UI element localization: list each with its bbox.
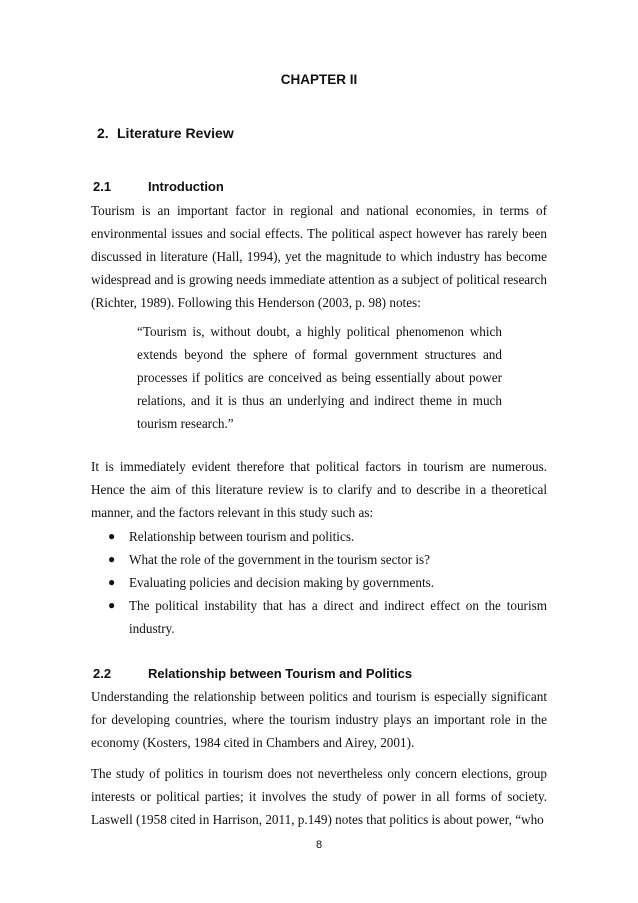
chapter-title: CHAPTER II (280, 72, 358, 87)
list-item (91, 525, 547, 548)
list-item-text: The political instability that has a direct and indirect effect on the tourism industry. (129, 598, 547, 636)
intro-paragraph-2: It is immediately evident therefore that political factors in tourism are numerous. Hence the aim of this literature review is to clarify and to describe in a theoretical manner, and the factors relevant in this study such as: (91, 459, 547, 520)
bullet-icon: ● (108, 552, 116, 566)
section-heading (97, 125, 234, 141)
intro-paragraph-1: Tourism is an important factor in regional and national economies, in terms of environmental issues and social effects. The political aspect however has rarely been discussed in literature (Hall, 1994), yet the magnitude to which industry has become widespread and is growing needs immediate attention as a subject of political research (Richter, 1989). Following this Henderson (2003, p. 98) notes: (91, 203, 547, 310)
bullet-icon: ● (108, 575, 116, 589)
page-number: 8 (315, 839, 323, 851)
bullet-icon: ● (108, 598, 116, 612)
subsection-number: 2.1 (93, 179, 112, 194)
bullet-icon: ● (108, 529, 116, 543)
factor-list (91, 525, 547, 640)
list-item (91, 594, 547, 640)
subsection-heading-tourism-politics (93, 666, 413, 681)
list-item (91, 571, 547, 594)
tourism-politics-paragraph-1: Understanding the relationship between politics and tourism is especially significant for developing countries, where the tourism industry plays an important role in the economy (Kosters, 1984 cited in Chambers and Airey, 2001). (91, 689, 547, 750)
list-item (91, 548, 547, 571)
subsection-title: Relationship between Tourism and Politics (148, 666, 413, 681)
block-quote: “Tourism is, without doubt, a highly political phenomenon which extends beyond the sphere of formal government structures and processes if politics are conceived as being essentially about power relations, and it is thus an underlying and indirect theme in much tourism research.” (137, 324, 502, 431)
section-title: Literature Review (117, 125, 234, 141)
subsection-heading-introduction (93, 179, 224, 194)
tourism-politics-paragraph-2: The study of politics in tourism does not nevertheless only concern elections, group interests or political parties; it involves the study of power in all forms of society. Laswell (1958 cited in Harrison, 2011, p.149) notes that politics is about power, “who (91, 766, 547, 827)
list-item-text: Relationship between tourism and politics. (129, 529, 355, 544)
list-item-text: What the role of the government in the tourism sector is? (129, 552, 431, 567)
section-number: 2. (97, 125, 109, 141)
subsection-title: Introduction (148, 179, 224, 194)
subsection-number: 2.2 (93, 666, 112, 681)
list-item-text: Evaluating policies and decision making by governments. (129, 575, 435, 590)
